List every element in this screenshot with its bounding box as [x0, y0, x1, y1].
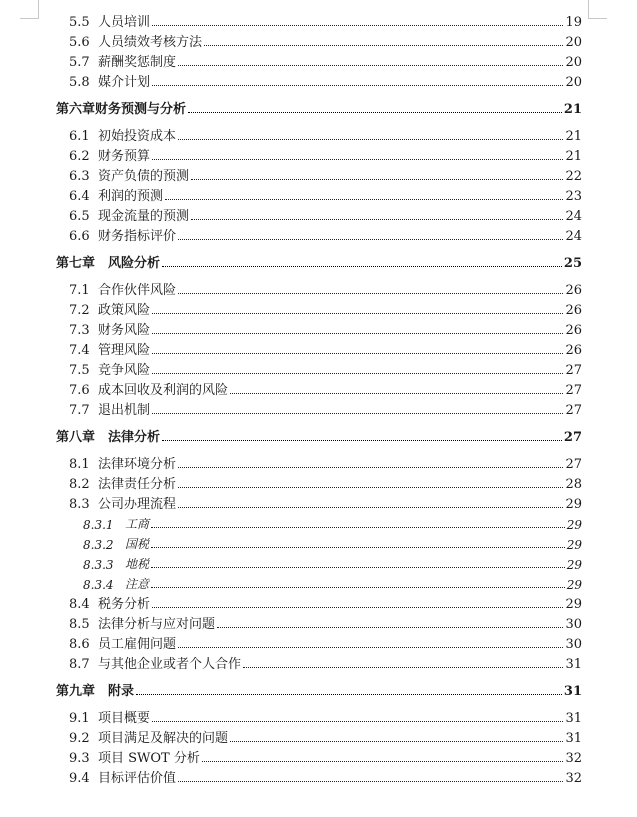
toc-page-number: 28 [565, 477, 582, 492]
toc-subsubsection-entry[interactable] [0, 513, 582, 532]
toc-page-number: 32 [565, 751, 582, 766]
toc-dot-leader [230, 740, 563, 742]
toc-page-number: 26 [565, 303, 582, 318]
toc-dot-leader [151, 566, 565, 568]
toc-section-entry[interactable] [0, 319, 582, 338]
toc-section-entry[interactable] [0, 747, 582, 766]
toc-entry-title: 风险分析 [95, 256, 161, 271]
toc-section-entry[interactable] [0, 225, 582, 244]
toc-entry-number: 7.6 [69, 383, 90, 398]
toc-entry-title: 法律分析与应对问题 [98, 617, 216, 632]
toc-page-number: 21 [563, 102, 582, 117]
toc-dot-leader [178, 292, 563, 294]
toc-dot-leader [178, 138, 563, 140]
toc-dot-leader [178, 646, 563, 648]
toc-entry-title: 地税 [125, 557, 150, 571]
toc-dot-leader [178, 64, 563, 66]
toc-dot-leader [178, 466, 563, 468]
toc-entry-number: 5.5 [69, 15, 90, 30]
toc-page-number: 26 [565, 323, 582, 338]
toc-page-number: 22 [565, 169, 582, 184]
toc-entry-number: 7.5 [69, 363, 90, 378]
toc-section-entry[interactable] [0, 205, 582, 224]
toc-section-entry[interactable] [0, 633, 582, 652]
toc-section-entry[interactable] [0, 473, 582, 492]
toc-entry-number: 第六章 [56, 102, 96, 117]
toc-dot-leader [162, 439, 562, 441]
toc-subsubsection-entry[interactable] [0, 533, 582, 552]
toc-entry-number: 7.2 [69, 303, 90, 318]
toc-dot-leader [152, 720, 563, 722]
toc-page-number: 25 [563, 256, 582, 271]
toc-page-number: 31 [565, 657, 582, 672]
toc-dot-leader [152, 606, 563, 608]
toc-dot-leader [243, 666, 563, 668]
toc-entry-number: 8.4 [69, 597, 90, 612]
toc-entry-title: 成本回收及利润的风险 [98, 383, 229, 398]
toc-section-entry[interactable] [0, 145, 582, 164]
toc-section-entry[interactable] [0, 31, 582, 50]
toc-entry-title: 国税 [125, 537, 150, 551]
toc-dot-leader [230, 392, 563, 394]
toc-entry-title: 税务分析 [98, 597, 151, 612]
toc-entry-number: 8.5 [69, 617, 90, 632]
toc-section-entry[interactable] [0, 613, 582, 632]
toc-entry-title: 薪酬奖惩制度 [98, 55, 177, 70]
toc-entry-title: 资产负债的预测 [98, 169, 190, 184]
toc-entry-number: 8.3.4 [83, 578, 114, 592]
toc-entry-number: 9.4 [69, 771, 90, 786]
toc-entry-number: 8.2 [69, 477, 90, 492]
toc-entry-number: 7.4 [69, 343, 90, 358]
toc-entry-title: 财务指标评价 [98, 229, 177, 244]
toc-section-entry[interactable] [0, 653, 582, 672]
toc-dot-leader [188, 111, 562, 113]
toc-entry-title: 与其他企业或者个人合作 [98, 657, 242, 672]
toc-entry-title: 员工雇佣问题 [98, 637, 177, 652]
toc-entry-number: 6.4 [69, 189, 90, 204]
toc-page-number: 30 [565, 617, 582, 632]
toc-chapter-entry[interactable] [0, 426, 582, 445]
toc-section-entry[interactable] [0, 279, 582, 298]
toc-section-entry[interactable] [0, 707, 582, 726]
toc-dot-leader [202, 760, 564, 762]
toc-page-number: 29 [566, 578, 582, 592]
toc-dot-leader [178, 506, 563, 508]
toc-entry-number: 第八章 [56, 430, 96, 445]
toc-entry-title: 法律分析 [95, 430, 161, 445]
toc-page-number: 26 [565, 283, 582, 298]
toc-chapter-entry[interactable] [0, 98, 582, 117]
toc-page-number: 24 [565, 209, 582, 224]
toc-entry-title: 政策风险 [98, 303, 151, 318]
toc-dot-leader [162, 265, 562, 267]
toc-page-number: 29 [565, 597, 582, 612]
toc-entry-number: 5.7 [69, 55, 90, 70]
toc-entry-number: 8.6 [69, 637, 90, 652]
toc-section-entry[interactable] [0, 339, 582, 358]
toc-section-entry[interactable] [0, 299, 582, 318]
toc-entry-title: 法律环境分析 [98, 457, 177, 472]
toc-page-number: 29 [566, 558, 582, 572]
toc-page-number: 21 [565, 149, 582, 164]
toc-entry-number: 6.2 [69, 149, 90, 164]
toc-entry-title: 注意 [125, 577, 150, 591]
toc-page-number: 29 [566, 538, 582, 552]
toc-page-number: 32 [565, 771, 582, 786]
toc-page-number: 23 [565, 189, 582, 204]
toc-entry-title: 公司办理流程 [98, 497, 177, 512]
toc-page-number: 20 [565, 55, 582, 70]
toc-page-number: 30 [565, 637, 582, 652]
toc-section-entry[interactable] [0, 399, 582, 418]
toc-section-entry[interactable] [0, 767, 582, 786]
toc-entry-title: 人员绩效考核方法 [98, 35, 203, 50]
toc-section-entry[interactable] [0, 453, 582, 472]
toc-entry-number: 8.3.3 [83, 558, 114, 572]
toc-section-entry[interactable] [0, 51, 582, 70]
toc-page-number: 27 [565, 363, 582, 378]
toc-entry-title: 退出机制 [98, 403, 151, 418]
toc-entry-number: 6.5 [69, 209, 90, 224]
toc-entry-number: 8.7 [69, 657, 90, 672]
toc-dot-leader [152, 332, 563, 334]
toc-subsubsection-entry[interactable] [0, 553, 582, 572]
toc-entry-number: 5.6 [69, 35, 90, 50]
toc-page-number: 27 [565, 403, 582, 418]
toc-dot-leader [191, 218, 563, 220]
toc-page-number: 19 [565, 15, 582, 30]
toc-entry-number: 6.6 [69, 229, 90, 244]
toc-dot-leader [165, 198, 563, 200]
toc-entry-title: 项目概要 [98, 711, 151, 726]
toc-section-entry[interactable] [0, 71, 582, 90]
toc-chapter-entry[interactable] [0, 680, 582, 699]
toc-entry-number: 8.1 [69, 457, 90, 472]
toc-entry-title: 法律责任分析 [98, 477, 177, 492]
toc-entry-title: 目标评估价值 [98, 771, 177, 786]
toc-subsubsection-entry[interactable] [0, 573, 582, 592]
toc-entry-number: 7.3 [69, 323, 90, 338]
toc-entry-title: 现金流量的预测 [98, 209, 190, 224]
toc-section-entry[interactable] [0, 185, 582, 204]
toc-entry-title: 媒介计划 [98, 75, 151, 90]
toc-entry-number: 8.3.1 [83, 518, 114, 532]
toc-dot-leader [152, 24, 563, 26]
toc-dot-leader [152, 84, 563, 86]
toc-dot-leader [217, 626, 563, 628]
toc-entry-title: 项目 SWOT 分析 [98, 751, 200, 766]
toc-section-entry[interactable] [0, 493, 582, 512]
toc-page-number: 20 [565, 35, 582, 50]
toc-entry-number: 6.3 [69, 169, 90, 184]
toc-section-entry[interactable] [0, 593, 582, 612]
toc-entry-title: 管理风险 [98, 343, 151, 358]
toc-dot-leader [136, 693, 562, 695]
toc-entry-title: 初始投资成本 [98, 129, 177, 144]
toc-entry-number: 9.2 [69, 731, 90, 746]
toc-section-entry[interactable] [0, 165, 582, 184]
toc-section-entry[interactable] [0, 11, 582, 30]
toc-dot-leader [178, 238, 563, 240]
toc-entry-title: 合作伙伴风险 [98, 283, 177, 298]
toc-dot-leader [151, 526, 565, 528]
toc-section-entry[interactable] [0, 727, 582, 746]
toc-section-entry[interactable] [0, 125, 582, 144]
toc-page-number: 24 [565, 229, 582, 244]
toc-page-number: 20 [565, 75, 582, 90]
toc-entry-number: 5.8 [69, 75, 90, 90]
toc-entry-title: 财务预算 [98, 149, 151, 164]
toc-dot-leader [152, 372, 563, 374]
toc-entry-number: 9.3 [69, 751, 90, 766]
toc-page-number: 31 [563, 684, 582, 699]
toc-page-number: 21 [565, 129, 582, 144]
toc-dot-leader [191, 178, 563, 180]
toc-entry-number: 7.1 [69, 283, 90, 298]
toc-page-number: 27 [563, 430, 582, 445]
toc-dot-leader [152, 312, 563, 314]
toc-page-number: 29 [566, 518, 582, 532]
toc-entry-number: 8.3.2 [83, 538, 114, 552]
toc-entry-title: 项目满足及解决的问题 [98, 731, 229, 746]
toc-page-number: 31 [565, 731, 582, 746]
toc-dot-leader [204, 44, 563, 46]
toc-entry-number: 第七章 [56, 256, 96, 271]
crop-mark-top-right [588, 0, 607, 19]
toc-entry-title: 人员培训 [98, 15, 151, 30]
toc-entry-title: 财务预测与分析 [95, 102, 187, 117]
toc-entry-number: 6.1 [69, 129, 90, 144]
toc-page-number: 26 [565, 343, 582, 358]
toc-entry-number: 8.3 [69, 497, 90, 512]
toc-dot-leader [151, 546, 565, 548]
toc-section-entry[interactable] [0, 379, 582, 398]
toc-dot-leader [151, 586, 565, 588]
toc-section-entry[interactable] [0, 359, 582, 378]
toc-entry-title: 竞争风险 [98, 363, 151, 378]
toc-chapter-entry[interactable] [0, 252, 582, 271]
toc-entry-number: 7.7 [69, 403, 90, 418]
toc-dot-leader [152, 158, 563, 160]
toc-page-number: 27 [565, 457, 582, 472]
toc-entry-title: 财务风险 [98, 323, 151, 338]
toc-entry-title: 利润的预测 [98, 189, 164, 204]
toc-entry-title: 工商 [125, 517, 150, 531]
toc-dot-leader [152, 352, 563, 354]
toc-entry-number: 9.1 [69, 711, 90, 726]
toc-dot-leader [178, 780, 563, 782]
toc-page-number: 29 [565, 497, 582, 512]
toc-entry-number: 第九章 [56, 684, 96, 699]
toc-dot-leader [152, 412, 563, 414]
toc-dot-leader [178, 486, 563, 488]
toc-entry-title: 附录 [95, 684, 135, 699]
toc-page-number: 31 [565, 711, 582, 726]
toc-page-number: 27 [565, 383, 582, 398]
